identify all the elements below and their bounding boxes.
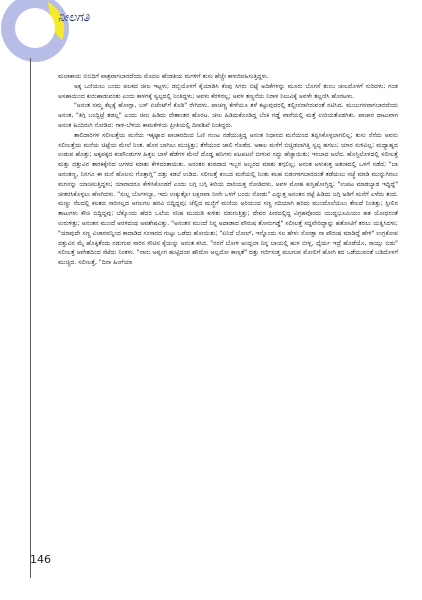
paragraph-2: ಅಕ್ಕ ಒಣಿಯಲು ಬಂದು ಪಲಕದ ಚೀಲ ಇಟ್ಟಳು; ಡಬ್ಬಿಯೊಳಗೆ ಕೈಯಾಡಿಸಿ ಕೆಂಪು ಸಿಗರು ಬಿಟ್ಟೆ ಅದಿಕೆಗಳನ್ನು ಮೂರು ಬೊಗಸೆ ತುಂಬ ಚೀಲದೊಳಗೆ ಸುರಿದಳು; ಗಂಡ ಅಸಹಾಯಿಂದ ಕುರುಹಾಡುವಂತು ಎಂದು ಕಾಳಗಕ್ಕೆ ಸ್ವಲ್ಪದಲ್ಲಿ ನಿಂತಿದ್ದಳು; ಅವಳು ಕೆರಳಿರಲ್ಲ; ಅವಳ ತಣ್ಣನೆಯ ನಿರಾಳ ನಿಲುವಿಕ್ಕೆ ಅವಳೇ ತಲ್ಲಣಿಸಿ ಹೊರಟಳು. (58, 82, 398, 100)
running-header-title: ನೀಲಗತಿ (58, 10, 90, 24)
paragraph-3: "ಅನಂತ ನಮ್ಮ ಕೆಲ್ಸಕ್ಕೆ ಹೋಗ್ಲಾ, ಬಸ್ ಏಜೆಂಟ್‌ಗೆ ಕೊಡಿ" ರೇಗಿದಳು. ಪಾಚಣ್ಣ ಕೇಳೆಯೂ ತಳೆ ಕಟ್ಟುವುದರಲ್ಲಿ ತಲ್ಲೀನನಾಗಿರುವಂತೆ ನಟಿಸಿದ. ಮುಜುಗರವಾಗಬಾರದೆಂದು ಅನಂತ, "ತಿಗ್ಗಿ ಬಂದ್ಬಿಟ್ರೆ ತಡಲ್ಲ" ಎಂದು ಚೀಲ ಹಿಡಿದು ದೇಶಾಂತರ ಹೊರಟ. ಚೀಲ ಹಿಡಿದುಕೊಂಡಿದ್ದ ಬೆಂಕಿ ಗಡ್ಡೆ ವಾರೆಯಲ್ಲಿ ಮತ್ತೆ ಉರಿಯತೊಡಗಿತು. ಪಾಚಾರ ದಾಟುವಾಗ ಅನಂತ ಹಿಂದಿರುಗಿ ನೋಡಿದ: ಗಾಳಿ-ಬೆಳಿಯ ಕಾಮಕೇಳಿಯ ಪ್ರೀತಿಯಲ್ಲಿ ದೀಪಶಿಖೆ ನಿಂತಿದ್ದರು. (58, 102, 398, 129)
page-number: 146 (30, 553, 51, 566)
header-circle-inner (15, 8, 55, 48)
paragraph-1: ಮಲಾಕಾಯ ಬಿಬಿದಿಗೆ ಪಾತ್ರವಾಗಬಾರದೆಂದು ಮೊದಲ ಹೆಂಡತಿಯ ಮಗಳಿಗೆ ತುಸು ಹೆಚ್ಚೇ ಕಾಳಜಿವಹಿಸುತ್ತಿದ್ದಳು. (58, 73, 269, 80)
paragraph-4: ತಾಲಿದಾರಿಗಳ ಸಲೀಲತ್ತೆಯ ಮನೆಯ ಇಕ್ಕಟ್ಟಾದ ಪಾಚಾರದಿಂದ ಓಣಿ ಗುಂಟ ನಡೆಯುತ್ತಿದ್ದ ಅನಂತ ನಿಧಾನದ ಮನೆಯಿಂದ ತಪ್ಪಿಸಿಕೊಳ್ಳಲಾಗಲಿಲ್ಲ; ತುಸು ನೆನೆದು ಅವನು ಸಲೀಲತ್ತೆಯ ಮನೆಯ ಚಿಟ್ಟೆಯ ಮೇಲೆ ನಿಂತ. ಹೊರ ಬಾಗಿಲು ಮುಚ್ಚಿತ್ತು; ತೆರೆಯಂದ ಜಾಲಿ ಗೊಡೆದ. ಅಕಾಲ ಮಳೆಗೆ ಬಿಚ್ಚಿಡಲಾಗಿತ್ತಿ ಸ್ವಲ್ಪ ಹಗಲು; ಯಾರ ಸುಳಿವಿಲ್ಲ; ಮಧ್ಯಾಹ್ನದ ಉಡುಪ ಹೊತ್ತು; ಅಕ್ಕಪಕ್ಕದ ಕಂಪೌಂಡುಗಳ ಹಿತ್ತಲ ಬಾಳೆ ಹೆಡೆಗಳ ಮೇಲೆ ದೊಡ್ಡ ಹನಿಗಳು ಪಟಪಟನೆ ಬೀಳುವ ಸದ್ದು ಹೆಚ್ಚಾಯಿತು; ಇಂಬಾದ ಅಲೆದ. ಹೊಸ್ತಿಲೊಳದಲ್ಲಿ ಸಲೀಲತ್ತೆ ಮತ್ತು ದತ್ತುವಿನ ತಾರಕಕ್ಕೇರಿದ ಜಗಳದ ಮಾತು ಕೇಳಿದಂತಾಯಿತು. ಅನಂತನ ಕಂಠದಾದ ಇಬ್ಬರ ಅಬ್ಬರದ ಮಾತು ತಗ್ಗಲಿಲ್ಲ; ಅನಂತ ಅಳುಕುತ್ತ ಅತಂಕದಲ್ಲಿ ಒಳಗೆ ನಡೆದ; "ಬಾ ಅನಂತಣ್ಣ, ನಿನಗೂ ಈ ಮನೆ ಹೊಲಸು ಗೊತ್ತಾಗ್ಲಿ" ದತ್ತು ಕಡಲೆ ಉಡಿದ. ಸಲೀಲತ್ತೆ ಕಂಬದ ಮರೆಯಲ್ಲಿ ನಿಂತು ಕಲಹ ಬಿಡಂಗಾಗಬಾರದಂತೆ ತಡೆಯಲು ಸಜ್ಜೆ ಮಾಡಿ ಮುನ್ನುಗಿರಲು ಮಗನನ್ನು ಯಾಚಿಸುತ್ತಿದ್ದಳು; ಯಾರಾದರೂ ಕೇಳಿಸಿಕೊಂಡರೆ ಎಂದು ಬಗ್ಗಿ ಬಗ್ಗಿ ಕೀರಿಯ ದಾರಿಯತ್ತ ನೋಡಿದಳು, ಅವಳ ಮೋಹ ಕುಸ್ತಿಹೋಗ್ತಿದ್ದ; "ಉಪಟ ಮಾಡಬ್ಯಾಡ ಇದ್ದಿದ್ದೆ" ಚೀತರಸಿಕೊಳ್ಳಲು ಹೆಣಗಿದಳು. "ಸುಲ್ಲ ಬೊಗಳಬ್ಯಾ, ಇದು ಉಕ್ಕುತ್ಪೋ ಲಕ್ಷಣವಾ ನೀನೇ ಒಳಗೆ ಬಂದು ನೋಡು" ಎನ್ನುತ್ತ ಅನಂತನ ರಟ್ಟೆ ಹಿಡಿದು ಜಗ್ಗಿ ಅಡಿಗೆ ಮನೆಗೆ ಎಳೆದು ತಂದ. ಮಣ್ಣು ನೆಲದಲ್ಲಿ ಕಲಶದ ಸಾರಿನಲ್ಲದ ಅಗಲಗಲ ಹರವಿ ಬಿದ್ದಿದ್ದವು; ಚೆಲ್ಲಿದ ಮಜ್ಜಿಗೆ ಮಣಿಯ ಅರಿಯಂದ ಸಣ್ಣ ನದಿಯಾಗಿ ಹರಿದು ಮುಂದೊಲೆಯಲು ತೇಲದೆ ನಿಂತಿತ್ತು; ಸ್ಟೀಲಿನ ತಾಟುಗಳು ಕೌಚಿ ಬಿದ್ದಿದ್ದವು; ಬೆಕ್ಕೊಂದು ಹೆದರಿ ಒಲೆಯ ಸನಿಹ ಮುದುಡಿ ಕುಳಿತು ನಡುಗುತ್ತಿತ್ತು; ದೇವರ ಪೀಠದಲ್ಲಿದ್ದ ವಿಗ್ರಹವೊಂದು ಯುದ್ಧಭೂಮಿಯಂ ಹತ ಯೋಧನಂತೆ ಉರುಳಿತ್ತು; ಅನಂತನ ಮುಂದೆ ಅರಳಿದಂಥ ಅವಶೇಷವಿತ್ತು. "ಅನಂತನ ಮುಂದೆ ನಿನ್ನ ಅದಾಡಾದ ಪೌರುಷ ತೋರುಗಡ್ಡೆ" ಸಲೀಲತ್ತೆ ಸದ್ದವೇರಿದ್ದಾನ್ನು ಹತೋಟಿಗೆ ತರಲು ಯತ್ನಿಸಿದಳು; "ಯಾವುದೇ ಸಣ್ಣ ವಿಚಾರವನ್ನಿಂದ ಕಾದಾಡಿದ ಸಂಸಾರದ ಗುಟ್ಟು ಒಡೆದು ಹೋಯಿತು; "ಏನಿದೆ ಬೋಲ್, ಇನ್ನೊಂದು ಸಲ ಹೇಳು ನೋಡ್ತಾ ನಾ ಪೌರುಷ ಮಾಡಿದ್ದೆ ಹೇಳಿ" ಉಗ್ರಕೋಪ ದತ್ತುವಿನ ಮೈ ಹೊಕ್ಕಿತೆಂದು ನಡುಗುವ ಸಾರಿನ ಸೌಟಿನ ಕೈಯನ್ನು ಅನಂತ ಕಸಿದ. "ನನಗೆ ಬೋಳಿ ಅಂದ್ಲಲಾ ನಿನ್ನ ಬಾಯಲ್ಲಿ ಹುಳ ಬೀಳ್ಲ, ಧೈರ್ಯ ಇದ್ರೆ ಹೊಡೆಯೊ, ಸಾಯ್ಸು ಬಿಡು" ಸಲೀಲತ್ತೆ ಆವೇಶದಿಂದ ಸೆಟೆದು ನಿಂತಳು. "ನಾನು ಅಪ್ಪಂಗ ಹುಟ್ಟಿದಂವ ಹೌದೋ ಅಲ್ಲದೋ ಕಾಣ್ಸತೆ" ದತ್ತು ಗರ್ಜಿಸುತ್ತ ಮಲಗುವ ಮೋಲಿಗೆ ಹೋಗಿ ಕದ ಒಡೆಯುವಂತೆ ಬಡಿದೊಳಗೆ ಮುಚ್ಚಿದ. ಸಲೀಲತ್ತೆ, "ದಿನಾ ಹಿಂಗೆಯಾ (58, 131, 398, 267)
body-text (58, 72, 398, 268)
left-margin-rule (30, 58, 31, 578)
